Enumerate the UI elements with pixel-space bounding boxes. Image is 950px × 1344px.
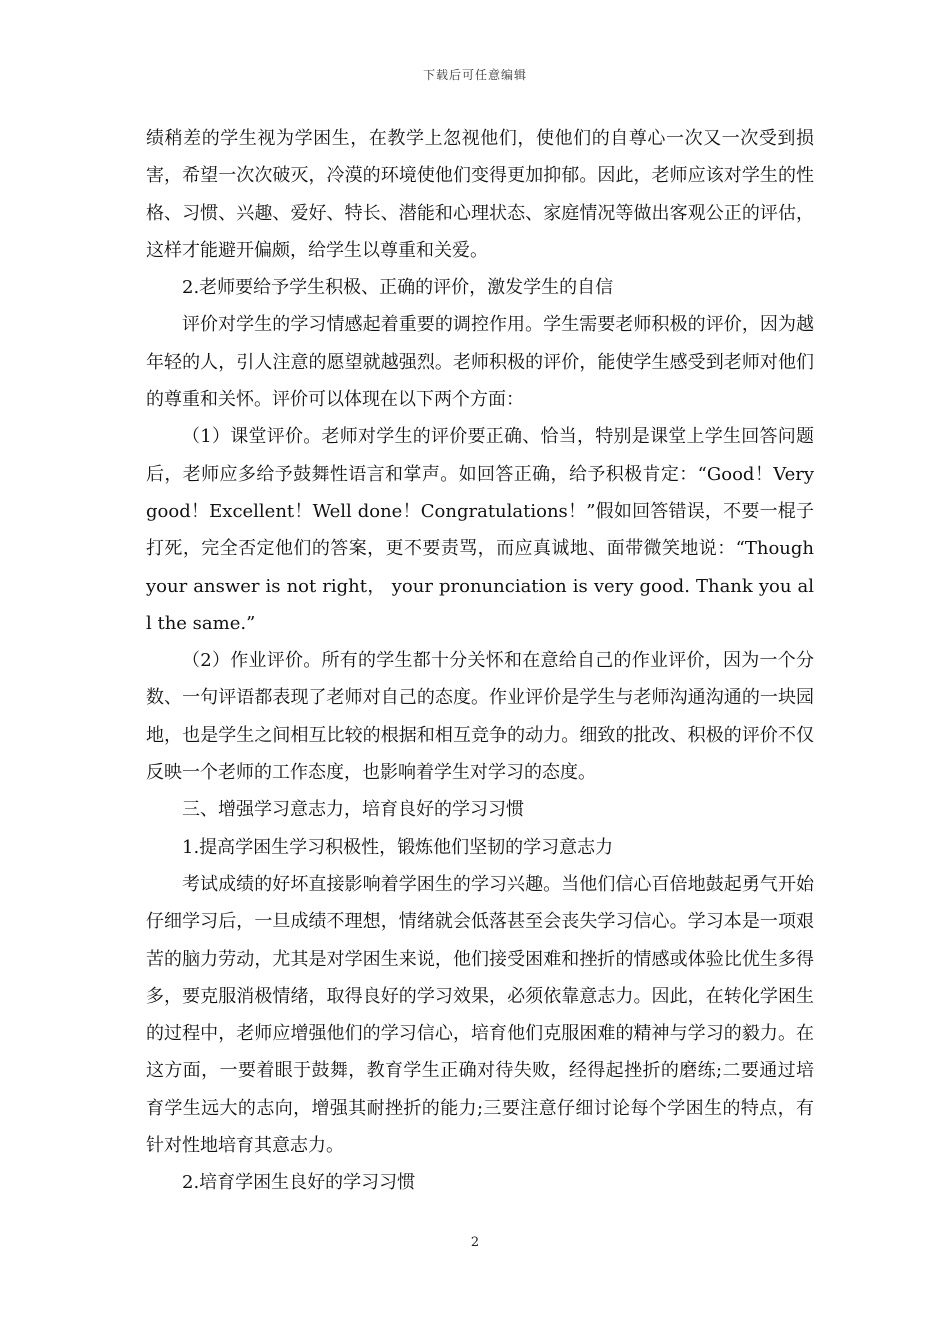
paragraph-evaluation-role: 评价对学生的学习情感起着重要的调控作用。学生需要老师积极的评价，因为越年轻的人，引人注意的愿望就越强烈。老师积极的评价，能使学生感受到老师对他们的尊重和关怀。评价可以体现在以下两个方面： [146,314,814,411]
document-body [146,120,814,1202]
subheading-learning-motivation: 1.提高学困生学习积极性，锻炼他们坚韧的学习意志力 [182,836,614,858]
paragraph-homework-evaluation: （2）作业评价。所有的学生都十分关怀和在意给自己的作业评价，因为一个分数、一句评语都表现了老师对自己的态度。作业评价是学生与老师沟通沟通的一块园地，也是学生之间相互比较的根据和相互竞争的动力。细致的批改、积极的评价不仅反映一个老师的工作态度，也影响着学生对学习的态度。 [146,650,814,784]
section-heading-willpower: 三、增强学习意志力，培育良好的学习习惯 [182,799,524,821]
paragraph-continuation: 绩稍差的学生视为学困生，在教学上忽视他们，使他们的自尊心一次又一次受到损害，希望一次次破灭，冷漠的环境使他们变得更加抑郁。因此，老师应该对学生的性格、习惯、兴趣、爱好、特长、潜能和心理状态、家庭情况等做出客观公正的评估，这样才能避开偏颇，给学生以尊重和关爱。 [146,128,814,261]
page-number: 2 [470,1235,480,1250]
page-header: 下载后可任意编辑 [422,68,527,82]
paragraph-classroom-evaluation: （1）课堂评价。老师对学生的评价要正确、恰当，特别是课堂上学生回答问题后，老师应多给予鼓舞性语言和掌声。如回答正确，给予积极肯定：“Good！Very good！Excellent！Well done！Congratulations！”假如回答错误，不要一棍子打死，完全否定他们的答案，更不要责骂，而应真诚地、面带微笑地说：“Though your answer is not right， your pronunciation is very good. Thank you all the same.” [146,426,814,634]
subheading-learning-habits: 2.培育学困生良好的学习习惯 [182,1172,416,1194]
subheading-positive-evaluation: 2.老师要给予学生积极、正确的评价，激发学生的自信 [182,277,614,299]
paragraph-exam-results: 考试成绩的好坏直接影响着学困生的学习兴趣。当他们信心百倍地鼓起勇气开始仔细学习后，一旦成绩不理想，情绪就会低落甚至会丧失学习信心。学习本是一项艰苦的脑力劳动，尤其是对学困生来说，他们接受困难和挫折的情感或体验比优生多得多，要克服消极情绪，取得良好的学习效果，必须依靠意志力。因此，在转化学困生的过程中，老师应增强他们的学习信心，培育他们克服困难的精神与学习的毅力。在这方面，一要着眼于鼓舞，教育学生正确对待失败，经得起挫折的磨练;二要通过培育学生远大的志向，增强其耐挫折的能力;三要注意仔细讨论每个学困生的特点，有针对性地培育其意志力。 [146,873,814,1157]
